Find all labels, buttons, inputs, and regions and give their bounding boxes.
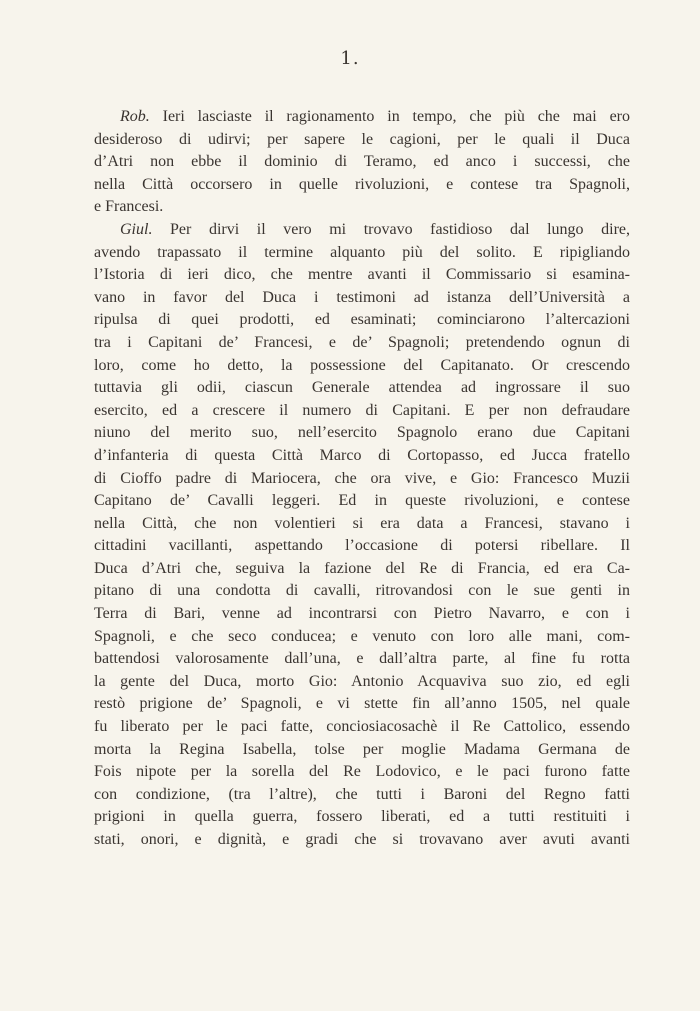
text-line: nella Città occorsero in quelle rivoluzioni, e contese tra Spagnoli, [94,175,630,193]
text-line: Terra di Bari, venne ad incontrarsi con Pietro Navarro, e con i [94,605,630,623]
text-line: fu liberato per le paci fatte, conciosiacosachè il Re Cattolico, essendo [94,718,630,736]
text-line: vano in favor del Duca i testimoni ad istanza dell’Università a [94,288,630,306]
speaker-label: Giul. [120,220,153,238]
text-line [94,106,630,129]
text-line: d’infanteria di questa Città Marco di Cortopasso, ed Jucca fratello [94,446,630,464]
text-line: l’Istoria di ieri dico, che mentre avanti il Commissario si esamina- [94,266,630,284]
text-line: battendosi valorosamente dall’una, e dall’altra parte, al fine fu rotta [94,650,630,668]
body-text [94,106,630,852]
text-line: nella Città, che non volentieri si era data a Francesi, stavano i [94,514,630,532]
text-line: di Cioffo padre di Mariocera, che ora vive, e Gio: Francesco Muzii [94,469,630,487]
text-line: morta la Regina Isabella, tolse per moglie Madama Germana de [94,740,630,758]
paragraph-rob [94,106,630,219]
text-line: tuttavia gli odii, ciascun Generale attendea ad ingrossare il suo [94,379,630,397]
page-number: 1. [340,48,360,69]
text-line: Fois nipote per la sorella del Re Lodovico, e le paci furono fatte [94,763,630,781]
text-line: Capitano de’ Cavalli leggeri. Ed in queste rivoluzioni, e contese [94,492,630,510]
paragraph-giul [94,219,630,852]
text-line: loro, come ho detto, la possessione del Capitanato. Or crescendo [94,356,630,374]
speaker-label: Rob. [120,108,150,125]
line-text: Ieri lasciaste il ragionamento in tempo, che più che mai ero [149,108,630,125]
text-line: la gente del Duca, morto Gio: Antonio Acquaviva suo zio, ed egli [94,672,630,690]
text-line: prigioni in quella guerra, fossero liberati, ed a tutti restituiti i [94,808,630,826]
text-line: stati, onori, e dignità, e gradi che si trovavano aver avuti avanti [94,831,630,848]
text-line: esercito, ed a crescere il numero di Capitani. E per non defraudare [94,401,630,419]
line-text: Per dirvi il vero mi trovavo fastidioso dal lungo dire, [152,220,630,238]
text-line: e Francesi. [94,198,164,216]
text-line: cittadini vacillanti, aspettando l’occasione di potersi ribellare. Il [94,537,630,555]
text-line: restò prigione de’ Spagnoli, e vi stette fin all’anno 1505, nel quale [94,695,630,713]
text-line: niuno del merito suo, nell’esercito Spagnolo erano due Capitani [94,424,630,442]
text-line: d’Atri non ebbe il dominio di Teramo, ed anco i successi, che [94,153,630,171]
text-line: pitano di una condotta di cavalli, ritrovandosi con le sue genti in [94,582,630,600]
text-line [94,219,630,242]
text-line: Spagnoli, e che seco conducea; e venuto con loro alle mani, com- [94,627,630,645]
text-line: con condizione, (tra l’altre), che tutti i Baroni del Regno fatti [94,785,630,803]
text-line: avendo trapassato il termine alquanto più del solito. E ripigliando [94,243,630,261]
text-line: tra i Capitani de’ Francesi, e de’ Spagnoli; pretendendo ognun di [94,333,630,351]
text-line: ripulsa di quei prodotti, ed esaminati; cominciarono l’altercazioni [94,311,630,329]
text-line: desideroso di udirvi; per sapere le cagioni, per le quali il Duca [94,130,630,148]
text-line: Duca d’Atri che, seguiva la fazione del Re di Francia, ed era Ca- [94,559,630,577]
